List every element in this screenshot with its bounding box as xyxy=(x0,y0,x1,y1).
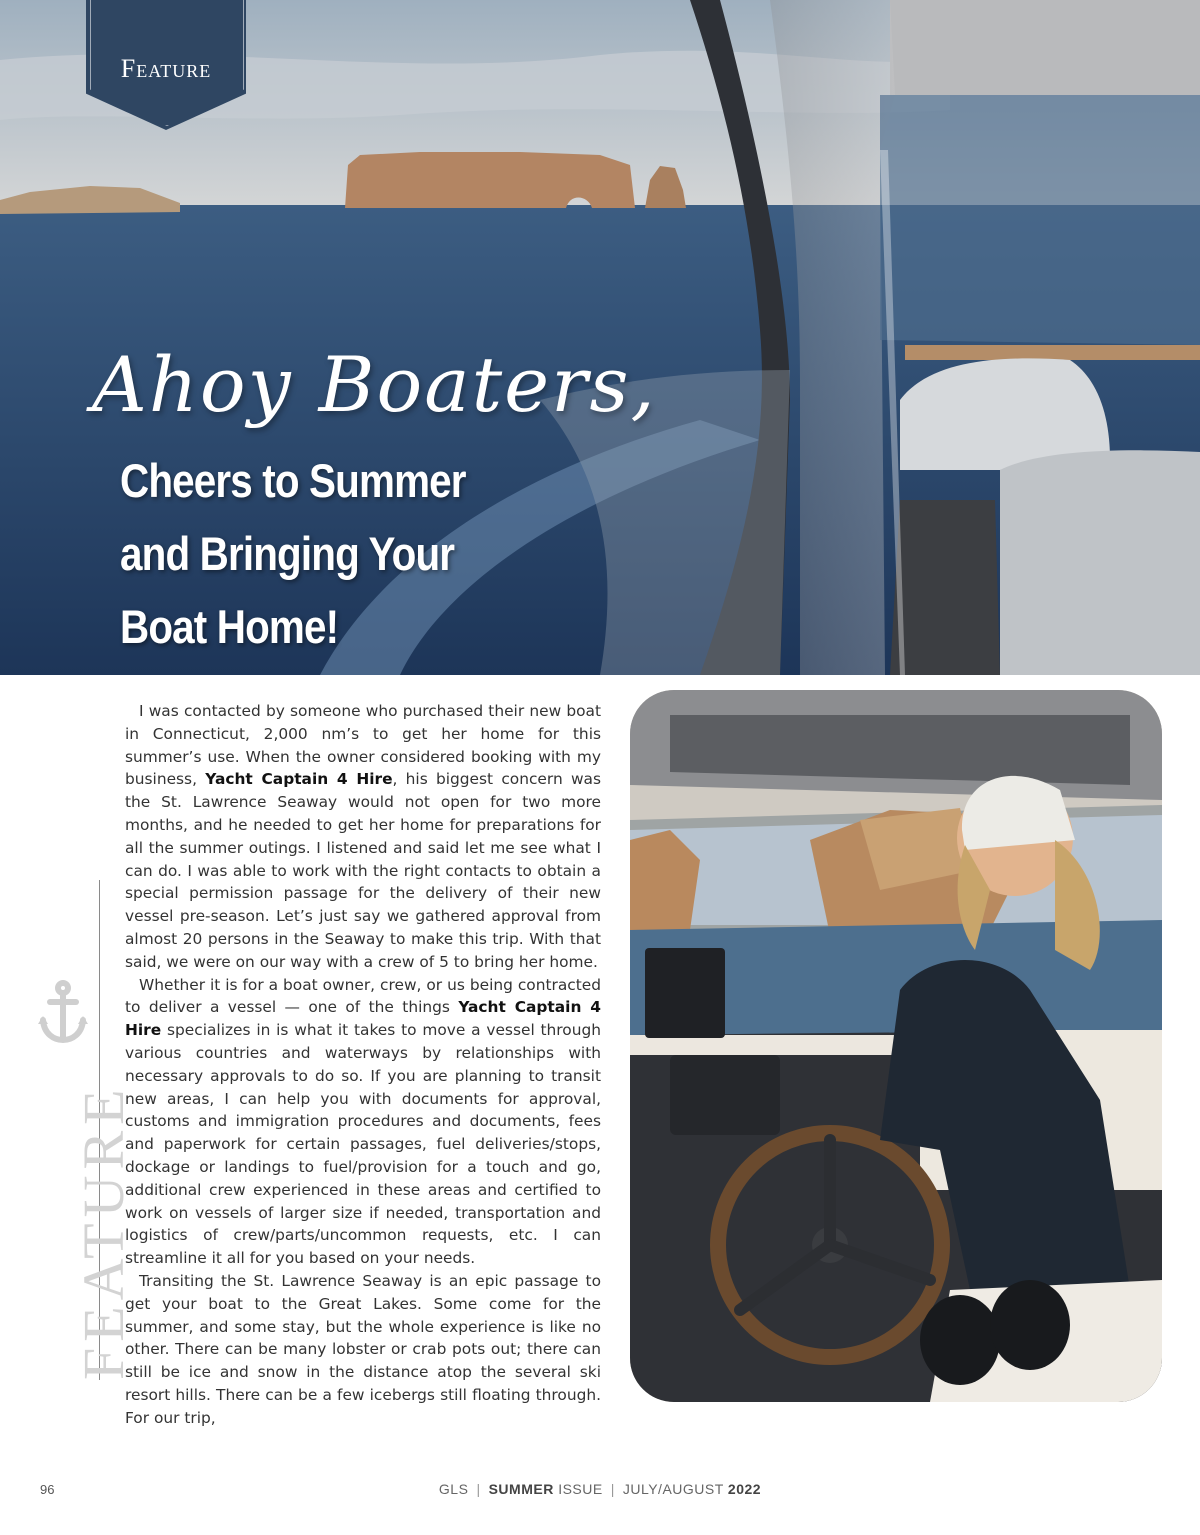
business-name: Yacht Captain 4 Hire xyxy=(125,998,601,1040)
issue-year: 2022 xyxy=(727,1481,762,1497)
headline-subtitle: Cheers to Summer and Bringing Your Boat Home! xyxy=(120,454,466,653)
issue-months: JULY/AUGUST xyxy=(622,1481,728,1497)
hero-photo xyxy=(0,0,1200,675)
paragraph-text: specializes in is what it takes to move a vessel through various countries and waterways by relationships with necessary approvals to do so. If you are planning to transit new areas, I can help you with documents for approval, customs and immigration procedures and documents, fees and paperwork for certain passages, fuel deliveries/stops, dockage or landings to fuel/provision for a touch and go, additional crew experienced in these areas and certified to work on vessels of larger size if needed, transportation and logistics of crew/parts/uncommon requests, etc. I can streamline it all for you based on your needs. xyxy=(125,1021,601,1268)
issue-word: ISSUE xyxy=(553,1481,603,1497)
page-number: 96 xyxy=(40,1482,55,1497)
paragraph-text: , his biggest concern was the St. Lawrence Seaway would not open for two more months, and he needed to get her home for preparations for all the summer outings. I listened and said let me see what I can do. I was able to work with the right contacts to obtain a special permission passage for the delivery of their new vessel pre-season. Let’s just say we gathered approval from almost 20 persons in the Seaway to make this trip. With that said, we were on our way with a crew of 5 to bring her home. xyxy=(125,770,601,971)
side-feature-label: FEATURE xyxy=(71,1083,136,1380)
headline-script: Ahoy Boaters, xyxy=(92,340,657,429)
captain-photo xyxy=(630,690,1162,1402)
helm-scene xyxy=(630,690,1162,1402)
paragraph-text: Whether it is for a boat owner, crew, or us being contracted to deliver a vessel — one of the things xyxy=(125,975,601,1017)
article-body xyxy=(125,700,601,1430)
issue-season: SUMMER xyxy=(488,1481,554,1497)
paragraph: Transiting the St. Lawrence Seaway is an epic passage to get your boat to the Great Lakes. Some come for the summer, and some stay, but the whole experience is like no other. There can be many lobster or crab pots out; there can still be ice and snow in the distance atop the several ski resort hills. There can be a few icebergs still floating through. For our trip, xyxy=(125,1271,601,1427)
anchor-icon xyxy=(38,980,88,1046)
magazine-name: GLS xyxy=(438,1481,469,1497)
feature-banner-label: Feature xyxy=(120,54,212,83)
paragraph xyxy=(125,700,601,974)
paragraph-text: I was contacted by someone who purchased their new boat in Connecticut, 2,000 nm’s to get her home for this summer’s use. When the owner considered booking with my business, xyxy=(125,702,601,789)
business-name: Yacht Captain 4 Hire xyxy=(205,770,393,789)
footer-separator: | xyxy=(610,1481,615,1497)
footer-bar xyxy=(0,1481,1200,1497)
paragraph xyxy=(125,974,601,1270)
footer-separator: | xyxy=(476,1481,481,1497)
